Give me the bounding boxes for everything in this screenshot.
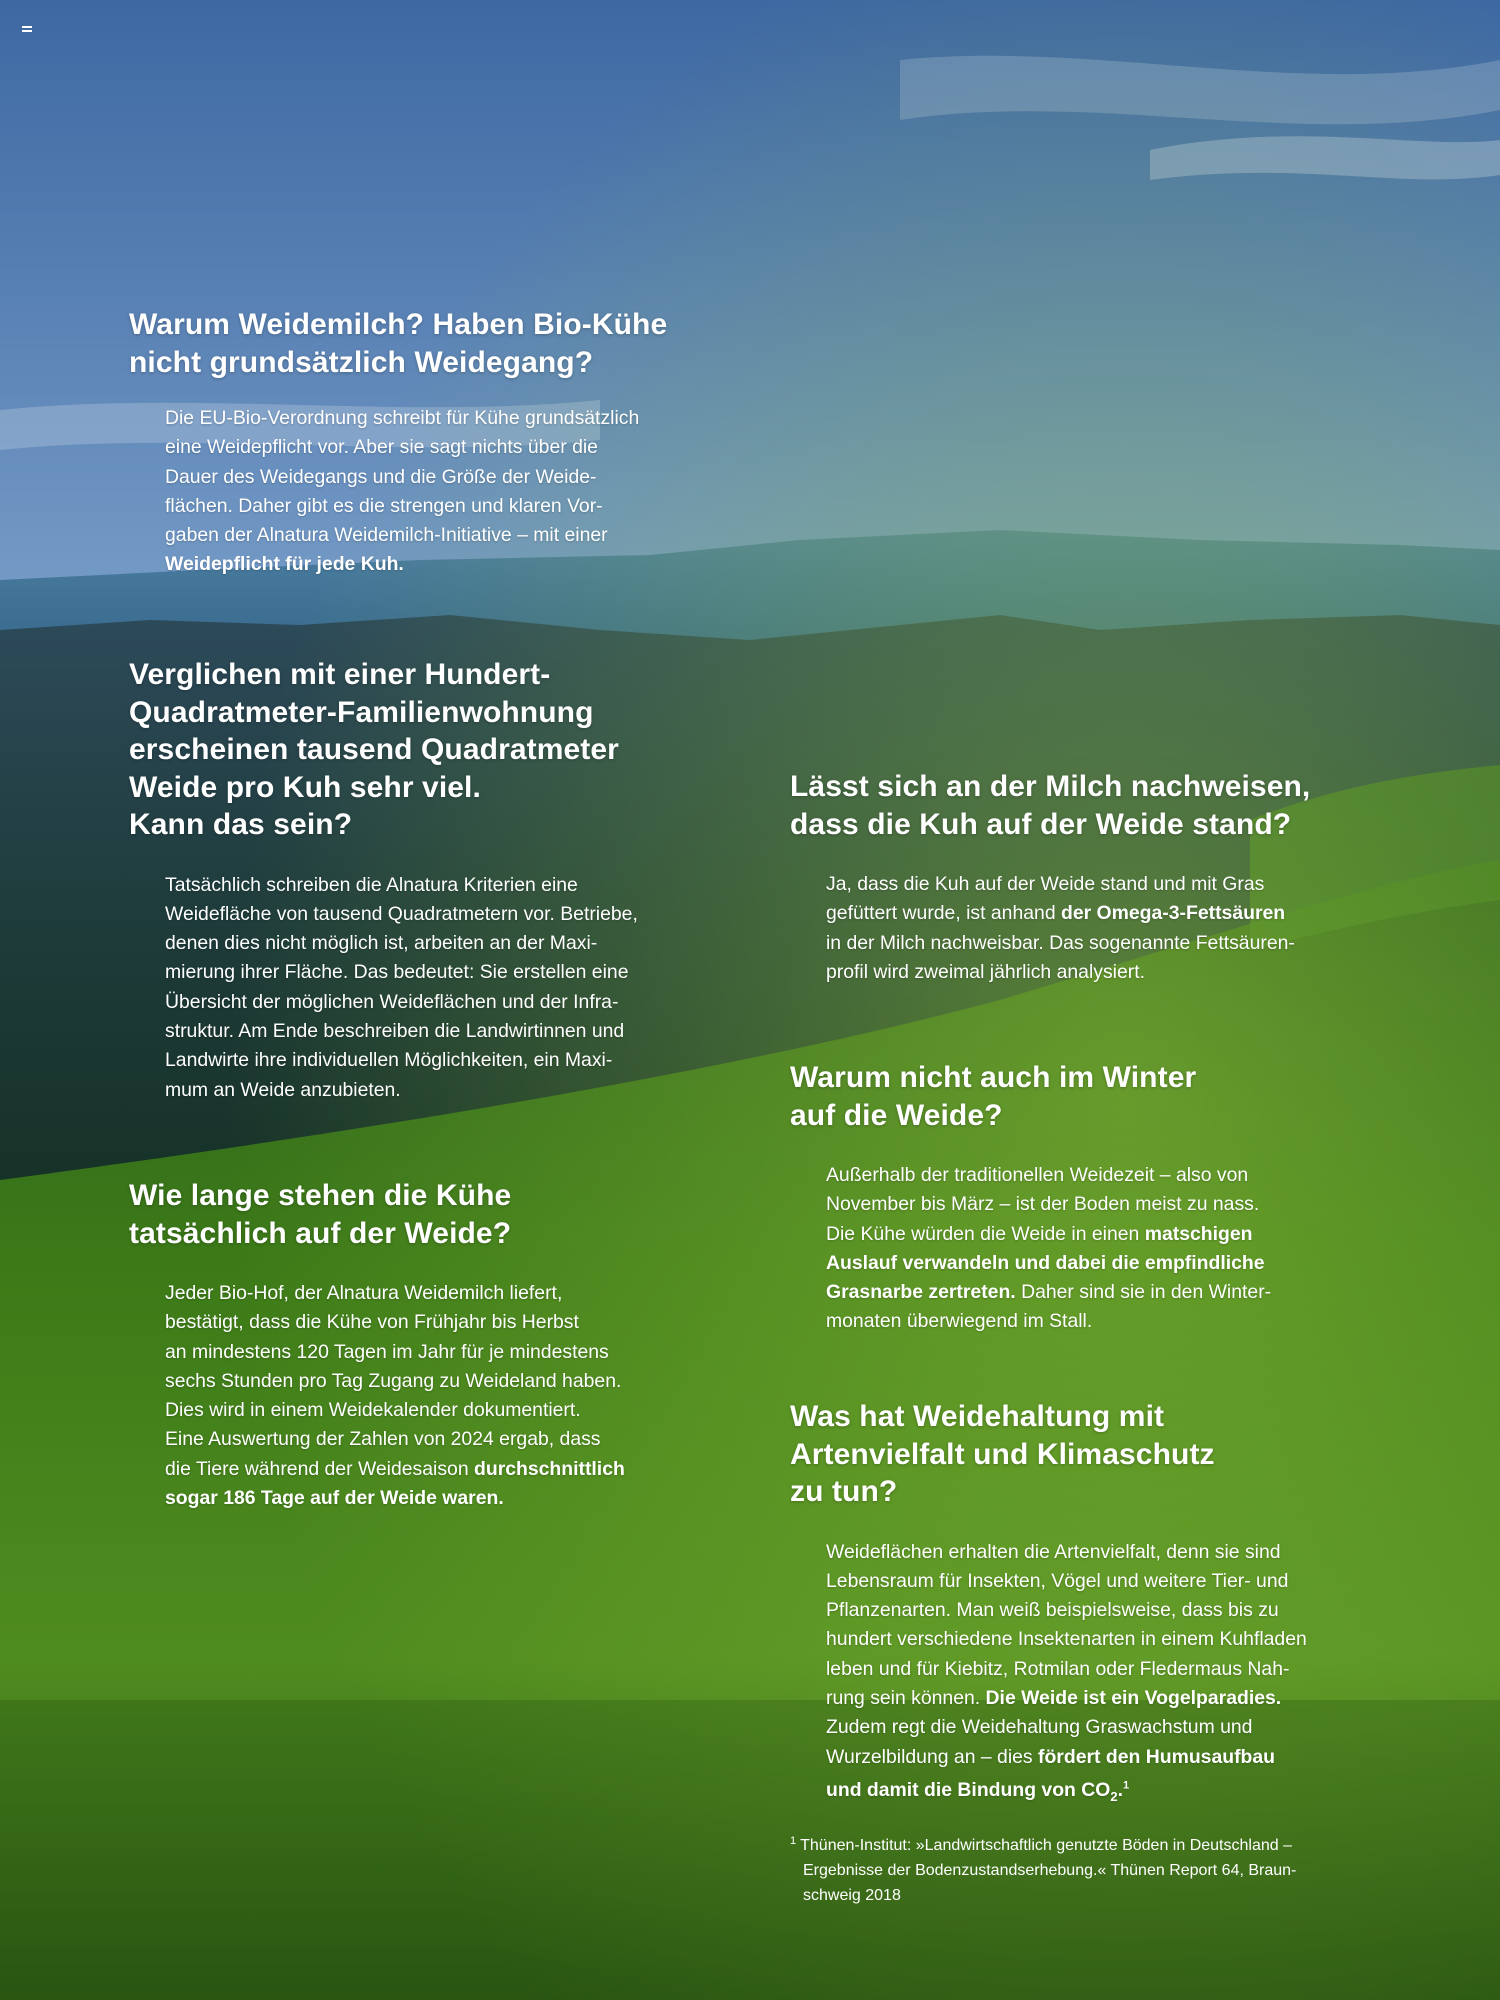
- answer-line: November bis März – ist der Boden meist zu nass.: [826, 1193, 1260, 1216]
- emphasis-text: Auslauf verwandeln und dabei die empfindliche: [826, 1251, 1265, 1274]
- emphasis-text: sogar 186 Tage auf der Weide waren.: [165, 1487, 504, 1510]
- faq-answer: [165, 1279, 729, 1513]
- emphasis-text: Weidepflicht für jede Kuh.: [165, 553, 404, 576]
- answer-line: [165, 550, 729, 579]
- question-line: zu tun?: [790, 1475, 898, 1508]
- faq-item-artenvielfalt: [790, 1398, 1410, 1812]
- faq-item-winter: [790, 1059, 1410, 1337]
- question-line: tatsächlich auf der Weide?: [129, 1216, 512, 1250]
- question-line: Warum Weidemilch? Haben Bio-Kühe: [129, 308, 668, 341]
- faq-answer: [165, 404, 729, 580]
- question-line: Verglichen mit einer Hundert-: [129, 658, 551, 691]
- faq-answer: [826, 1161, 1410, 1337]
- question-line: Was hat Weidehaltung mit: [790, 1400, 1165, 1433]
- answer-line: Jeder Bio-Hof, der Alnatura Weidemilch liefert,: [165, 1282, 563, 1304]
- answer-line: Außerhalb der traditionellen Weidezeit – also von: [826, 1164, 1249, 1186]
- answer-text: die Tiere während der Weidesaison: [165, 1457, 474, 1480]
- faq-question: [129, 656, 729, 844]
- answer-line: [165, 1484, 729, 1513]
- answer-line: [826, 1220, 1410, 1249]
- footnote-line: schweig 2018: [803, 1887, 901, 1904]
- answer-text: gefüttert wurde, ist anhand: [826, 902, 1061, 925]
- question-line: Lässt sich an der Milch nachweisen,: [790, 770, 1311, 803]
- answer-line: Übersicht der möglichen Weideflächen und der Infra-: [165, 990, 619, 1013]
- answer-line: [826, 1772, 1410, 1812]
- faq-item-weidezeit: [129, 1177, 729, 1513]
- answer-line: Lebensraum für Insekten, Vögel und weitere Tier- und: [826, 1569, 1289, 1592]
- emphasis-text: Grasnarbe zertreten.: [826, 1281, 1016, 1304]
- footnote-line: [790, 1833, 1350, 1858]
- answer-line: [826, 1278, 1410, 1307]
- answer-line: [165, 1455, 729, 1484]
- question-line: Quadratmeter-Familienwohnung: [129, 695, 594, 729]
- answer-line: bestätigt, dass die Kühe von Frühjahr bis Herbst: [165, 1311, 579, 1334]
- answer-line: in der Milch nachweisbar. Das sogenannte Fettsäuren-: [826, 931, 1295, 954]
- answer-line: mum an Weide anzubieten.: [165, 1078, 401, 1101]
- footnote: [790, 1833, 1350, 1908]
- answer-line: Ja, dass die Kuh auf der Weide stand und mit Gras: [826, 873, 1265, 895]
- question-line: nicht grundsätzlich Weidegang?: [129, 345, 594, 379]
- faq-question: [129, 1177, 729, 1252]
- answer-line: sechs Stunden pro Tag Zugang zu Weideland haben.: [165, 1369, 622, 1392]
- footnote-text: Thünen-Institut: »Landwirtschaftlich genutzte Böden in Deutschland –: [800, 1837, 1292, 1854]
- menu-icon[interactable]: [22, 26, 32, 34]
- answer-text: Daher sind sie in den Winter-: [1015, 1281, 1272, 1304]
- answer-line: Eine Auswertung der Zahlen von 2024 ergab, dass: [165, 1428, 601, 1451]
- faq-answer: [826, 870, 1410, 987]
- faq-answer: [165, 871, 729, 1105]
- answer-line: an mindestens 120 Tagen im Jahr für je mindestens: [165, 1340, 609, 1363]
- question-line: dass die Kuh auf der Weide stand?: [790, 807, 1292, 841]
- answer-line: [826, 899, 1410, 928]
- answer-line: [826, 1249, 1410, 1278]
- answer-line: [826, 1684, 1410, 1713]
- answer-line: [826, 1743, 1410, 1772]
- answer-line: Zudem regt die Weidehaltung Graswachstum und: [826, 1716, 1253, 1739]
- emphasis-text: [826, 1779, 1130, 1805]
- faq-question: [790, 1059, 1410, 1134]
- faq-item-omega3: [790, 768, 1410, 987]
- emphasis-text: matschigen: [1144, 1222, 1253, 1245]
- answer-line: monaten überwiegend im Stall.: [826, 1310, 1093, 1333]
- answer-line: Weidefläche von tausend Quadratmetern vor. Betriebe,: [165, 902, 638, 925]
- faq-question: [790, 1398, 1410, 1511]
- answer-line: hundert verschiedene Insektenarten in einem Kuhfladen: [826, 1628, 1307, 1651]
- answer-line: profil wird zweimal jährlich analysiert.: [826, 960, 1145, 983]
- faq-answer: [826, 1538, 1410, 1812]
- footnote-marker: 1: [790, 1835, 797, 1847]
- answer-line: Weideflächen erhalten die Artenvielfalt, denn sie sind: [826, 1540, 1281, 1563]
- faq-item-weidemilch: [129, 306, 729, 580]
- emphasis-text: durchschnittlich: [474, 1457, 625, 1480]
- footnote-ref: 1: [1123, 1779, 1130, 1792]
- footnote-line: Ergebnisse der Bodenzustandserhebung.« Thünen Report 64, Braun-: [803, 1862, 1297, 1879]
- question-line: Weide pro Kuh sehr viel.: [129, 770, 481, 804]
- emphasis-text: der Omega-3-Fettsäuren: [1061, 902, 1286, 925]
- answer-line: Landwirte ihre individuellen Möglichkeiten, ein Maxi-: [165, 1049, 613, 1072]
- question-line: Wie lange stehen die Kühe: [129, 1179, 512, 1212]
- question-line: auf die Weide?: [790, 1098, 1003, 1132]
- question-line: erscheinen tausend Quadratmeter: [129, 733, 619, 766]
- answer-text: rung sein können.: [826, 1686, 986, 1709]
- emphasis-text: fördert den Humusaufbau: [1038, 1745, 1276, 1768]
- question-line: Artenvielfalt und Klimaschutz: [790, 1437, 1215, 1471]
- emphasis-text: Die Weide ist ein Vogelparadies.: [985, 1686, 1282, 1709]
- faq-question: [790, 768, 1410, 843]
- answer-line: flächen. Daher gibt es die strengen und klaren Vor-: [165, 494, 603, 517]
- faq-question: [129, 306, 729, 381]
- question-line: Warum nicht auch im Winter: [790, 1061, 1197, 1094]
- answer-text: Wurzelbildung an – dies: [826, 1745, 1038, 1768]
- answer-line: Die EU-Bio-Verordnung schreibt für Kühe grundsätzlich: [165, 407, 640, 429]
- answer-line: Dies wird in einem Weidekalender dokumentiert.: [165, 1399, 581, 1422]
- answer-line: struktur. Am Ende beschreiben die Landwirtinnen und: [165, 1019, 625, 1042]
- answer-line: eine Weidepflicht vor. Aber sie sagt nichts über die: [165, 436, 598, 459]
- faq-item-weideflaeche: [129, 656, 729, 1105]
- answer-line: Tatsächlich schreiben die Alnatura Kriterien eine: [165, 873, 578, 896]
- answer-text: Die Kühe würden die Weide in einen: [826, 1222, 1145, 1245]
- period: .: [1117, 1779, 1123, 1802]
- answer-line: Dauer des Weidegangs und die Größe der Weide-: [165, 465, 597, 488]
- answer-line: Pflanzenarten. Man weiß beispielsweise, dass bis zu: [826, 1599, 1279, 1622]
- answer-line: gaben der Alnatura Weidemilch-Initiative – mit einer: [165, 524, 608, 547]
- answer-line: denen dies nicht möglich ist, arbeiten an der Maxi-: [165, 932, 598, 955]
- answer-line: mierung ihrer Fläche. Das bedeutet: Sie erstellen eine: [165, 961, 629, 984]
- subscript-2: 2: [1110, 1789, 1118, 1805]
- question-line: Kann das sein?: [129, 808, 353, 841]
- answer-line: leben und für Kiebitz, Rotmilan oder Fledermaus Nah-: [826, 1657, 1290, 1680]
- co2-text: und damit die Bindung von CO: [826, 1779, 1111, 1802]
